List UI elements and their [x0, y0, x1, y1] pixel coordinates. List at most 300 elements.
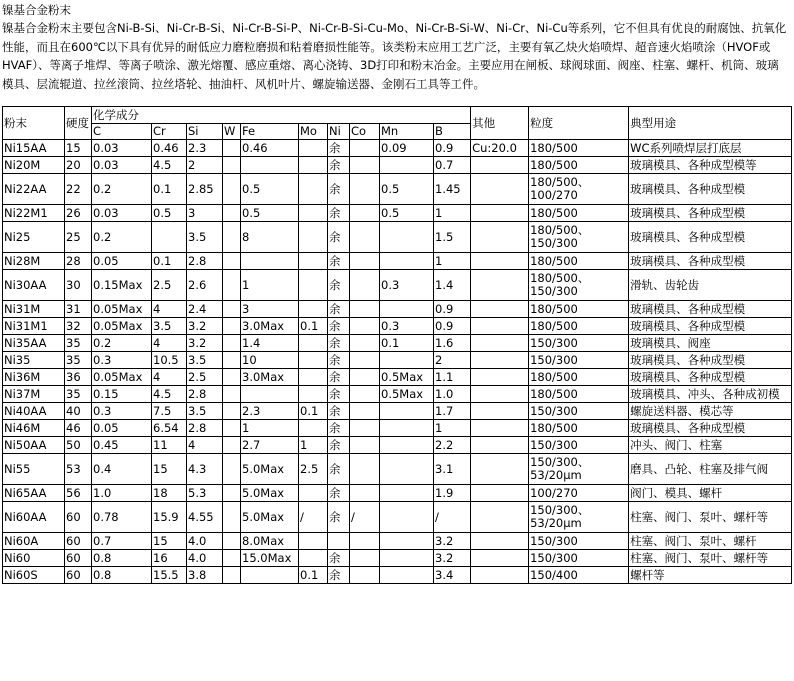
cell-mo [299, 222, 328, 253]
cell-si: 2.85 [187, 174, 223, 205]
cell-b: 2.2 [434, 437, 471, 454]
cell-w [223, 454, 241, 485]
cell-other [471, 533, 529, 550]
cell-mn: 0.1 [380, 335, 434, 352]
table-row [3, 157, 792, 174]
cell-other [471, 352, 529, 369]
cell-hardness: 36 [65, 369, 92, 386]
table-row [3, 301, 792, 318]
cell-mn: 0.3 [380, 270, 434, 301]
cell-mo: 1 [299, 437, 328, 454]
cell-w [223, 567, 241, 584]
cell-co [350, 318, 380, 335]
cell-si: 3.5 [187, 403, 223, 420]
cell-other [471, 420, 529, 437]
cell-cr: 0.46 [152, 140, 187, 157]
cell-mn [380, 253, 434, 270]
cell-si: 2.6 [187, 270, 223, 301]
cell-hardness: 15 [65, 140, 92, 157]
cell-mn [380, 550, 434, 567]
header-element-mn: Mn [380, 124, 434, 140]
cell-fe: 15.0Max [241, 550, 299, 567]
cell-co [350, 140, 380, 157]
cell-si: 2.8 [187, 253, 223, 270]
cell-cr: 0.1 [152, 253, 187, 270]
cell-b: 1.6 [434, 335, 471, 352]
cell-b: 0.9 [434, 140, 471, 157]
cell-hardness: 53 [65, 454, 92, 485]
cell-co [350, 567, 380, 584]
cell-mo [299, 369, 328, 386]
cell-mn: 0.5Max [380, 369, 434, 386]
cell-c: 0.8 [92, 567, 152, 584]
cell-mn [380, 352, 434, 369]
cell-fe: 2.7 [241, 437, 299, 454]
cell-size: 180/500 [529, 420, 629, 437]
cell-size: 180/500 [529, 318, 629, 335]
cell-co [350, 454, 380, 485]
cell-other [471, 502, 529, 533]
cell-c: 0.2 [92, 335, 152, 352]
cell-size: 180/500 [529, 301, 629, 318]
cell-cr: 18 [152, 485, 187, 502]
cell-other: Cu:20.0 [471, 140, 529, 157]
cell-ni: 余 [328, 253, 350, 270]
cell-mo [299, 386, 328, 403]
cell-fe: 0.5 [241, 205, 299, 222]
cell-hardness: 60 [65, 567, 92, 584]
cell-b: 3.2 [434, 533, 471, 550]
header-element-mo: Mo [299, 124, 328, 140]
cell-w [223, 301, 241, 318]
cell-size: 180/500 [529, 205, 629, 222]
page-title: 镍基合金粉末 [2, 3, 71, 17]
cell-c: 0.15 [92, 386, 152, 403]
cell-co [350, 550, 380, 567]
cell-fe: 3.0Max [241, 369, 299, 386]
cell-powder: Ni31M1 [3, 318, 65, 335]
table-row [3, 222, 792, 253]
cell-b: 1 [434, 253, 471, 270]
cell-other [471, 437, 529, 454]
cell-size: 150/300 [529, 437, 629, 454]
header-element-w: W [223, 124, 241, 140]
cell-co [350, 205, 380, 222]
cell-size: 150/300 [529, 403, 629, 420]
cell-size: 150/300 [529, 550, 629, 567]
cell-use: 玻璃模具、各种成型模 [629, 318, 792, 335]
cell-si: 2.3 [187, 140, 223, 157]
cell-powder: Ni15AA [3, 140, 65, 157]
cell-size: 180/500、150/300 [529, 270, 629, 301]
cell-w [223, 174, 241, 205]
cell-co [350, 270, 380, 301]
cell-co [350, 386, 380, 403]
cell-hardness: 40 [65, 403, 92, 420]
cell-hardness: 25 [65, 222, 92, 253]
cell-ni: 余 [328, 270, 350, 301]
cell-co [350, 420, 380, 437]
cell-mn: 0.5 [380, 205, 434, 222]
cell-co [350, 437, 380, 454]
cell-fe: 1.4 [241, 335, 299, 352]
cell-c: 1.0 [92, 485, 152, 502]
cell-mn [380, 454, 434, 485]
header-element-cr: Cr [152, 124, 187, 140]
cell-b: 1.9 [434, 485, 471, 502]
table-row [3, 485, 792, 502]
cell-use: 磨具、凸轮、柱塞及排气阀 [629, 454, 792, 485]
cell-other [471, 222, 529, 253]
cell-b: 0.7 [434, 157, 471, 174]
cell-b: 1.0 [434, 386, 471, 403]
cell-mn [380, 301, 434, 318]
cell-mn [380, 403, 434, 420]
cell-w [223, 420, 241, 437]
cell-other [471, 318, 529, 335]
cell-use: 螺杆等 [629, 567, 792, 584]
cell-c: 0.7 [92, 533, 152, 550]
cell-powder: Ni60A [3, 533, 65, 550]
cell-w [223, 157, 241, 174]
cell-co [350, 485, 380, 502]
cell-hardness: 60 [65, 550, 92, 567]
cell-cr [152, 222, 187, 253]
cell-other [471, 157, 529, 174]
cell-other [471, 386, 529, 403]
cell-use: WC系列喷焊层打底层 [629, 140, 792, 157]
cell-b: 0.9 [434, 318, 471, 335]
cell-other [471, 403, 529, 420]
cell-other [471, 567, 529, 584]
header-element-si: Si [187, 124, 223, 140]
table-row [3, 386, 792, 403]
cell-size: 180/500、150/300 [529, 222, 629, 253]
header-element-ni: Ni [328, 124, 350, 140]
cell-mo [299, 420, 328, 437]
cell-mo: 0.1 [299, 567, 328, 584]
cell-si: 3 [187, 205, 223, 222]
cell-hardness: 31 [65, 301, 92, 318]
cell-powder: Ni22AA [3, 174, 65, 205]
cell-size: 180/500 [529, 386, 629, 403]
cell-use: 玻璃模具、各种成型模 [629, 352, 792, 369]
cell-size: 100/270 [529, 485, 629, 502]
cell-cr: 4 [152, 301, 187, 318]
cell-mo [299, 140, 328, 157]
table-row [3, 318, 792, 335]
cell-size: 180/500、100/270 [529, 174, 629, 205]
cell-other [471, 335, 529, 352]
table-row [3, 567, 792, 584]
cell-ni: 余 [328, 140, 350, 157]
cell-fe: 5.0Max [241, 502, 299, 533]
cell-cr: 6.54 [152, 420, 187, 437]
cell-c: 0.78 [92, 502, 152, 533]
cell-powder: Ni40AA [3, 403, 65, 420]
cell-fe: 8.0Max [241, 533, 299, 550]
cell-si: 2.4 [187, 301, 223, 318]
table-row [3, 352, 792, 369]
cell-use: 螺旋送料器、模芯等 [629, 403, 792, 420]
cell-powder: Ni55 [3, 454, 65, 485]
cell-use: 玻璃模具、各种成型模 [629, 369, 792, 386]
cell-si: 4.3 [187, 454, 223, 485]
table-row [3, 369, 792, 386]
cell-ni: 余 [328, 502, 350, 533]
cell-fe: 0.5 [241, 174, 299, 205]
cell-co: / [350, 502, 380, 533]
cell-c: 0.3 [92, 403, 152, 420]
cell-co [350, 301, 380, 318]
cell-mo [299, 174, 328, 205]
cell-w [223, 403, 241, 420]
cell-size: 180/500 [529, 253, 629, 270]
cell-mn: 0.5 [380, 174, 434, 205]
cell-ni: 余 [328, 485, 350, 502]
cell-c: 0.8 [92, 550, 152, 567]
cell-fe [241, 386, 299, 403]
cell-mo: 0.1 [299, 403, 328, 420]
cell-mo [299, 301, 328, 318]
cell-use: 玻璃模具、各种成型模 [629, 420, 792, 437]
table-row [3, 403, 792, 420]
cell-c: 0.45 [92, 437, 152, 454]
cell-powder: Ni31M [3, 301, 65, 318]
cell-ni: 余 [328, 403, 350, 420]
cell-cr: 4 [152, 335, 187, 352]
table-row [3, 140, 792, 157]
cell-cr: 3.5 [152, 318, 187, 335]
cell-powder: Ni60S [3, 567, 65, 584]
table-row [3, 174, 792, 205]
header-hardness: 硬度 [65, 107, 92, 140]
cell-use: 柱塞、阀门、泵叶、螺杆等 [629, 550, 792, 567]
cell-fe: 5.0Max [241, 485, 299, 502]
cell-powder: Ni20M [3, 157, 65, 174]
cell-fe: 10 [241, 352, 299, 369]
cell-c: 0.3 [92, 352, 152, 369]
cell-hardness: 20 [65, 157, 92, 174]
cell-co [350, 403, 380, 420]
cell-powder: Ni60AA [3, 502, 65, 533]
cell-fe [241, 567, 299, 584]
cell-fe: 1 [241, 270, 299, 301]
cell-mo [299, 270, 328, 301]
cell-mn [380, 157, 434, 174]
header-powder: 粉末 [3, 107, 65, 140]
cell-use: 滑轨、齿轮齿 [629, 270, 792, 301]
cell-size: 150/300 [529, 533, 629, 550]
cell-cr: 0.1 [152, 174, 187, 205]
cell-c: 0.4 [92, 454, 152, 485]
cell-mn: 0.5Max [380, 386, 434, 403]
header-element-fe: Fe [241, 124, 299, 140]
cell-mo: / [299, 502, 328, 533]
cell-hardness: 35 [65, 386, 92, 403]
cell-w [223, 533, 241, 550]
cell-c: 0.05Max [92, 318, 152, 335]
cell-mo [299, 253, 328, 270]
cell-powder: Ni25 [3, 222, 65, 253]
cell-use: 玻璃模具、阀座 [629, 335, 792, 352]
cell-use: 玻璃模具、各种成型模 [629, 205, 792, 222]
cell-mn: 0.09 [380, 140, 434, 157]
cell-mn [380, 567, 434, 584]
cell-other [471, 485, 529, 502]
cell-si: 3.5 [187, 222, 223, 253]
cell-cr: 7.5 [152, 403, 187, 420]
cell-si: 3.8 [187, 567, 223, 584]
cell-w [223, 335, 241, 352]
cell-size: 150/400 [529, 567, 629, 584]
cell-ni: 余 [328, 174, 350, 205]
cell-cr: 4.5 [152, 157, 187, 174]
cell-hardness: 60 [65, 502, 92, 533]
intro-paragraph: 镍基合金粉末主要包含Ni-B-Si、Ni-Cr-B-Si、Ni-Cr-B-Si-P、Ni-Cr-B-Si-Cu-Mo、Ni-Cr-B-Si-W、Ni-Cr、Ni-Cu等系列，它不但具有优良的耐腐蚀、抗氧化性能，而且在600℃以下具有优异的耐低应力磨粒磨损和粘着磨损性能等。该类粉末应用工艺广泛，主要有氧乙炔火焰喷焊、超音速火焰喷涂（HVOF或HVAF）、等离子堆焊、等离子喷涂、激光熔覆、感应重熔、离心浇铸、3D打印和粉末冶金。主要应用在闸板、球阀球面、阀座、柱塞、螺杆、机筒、玻璃模具、层流辊道、拉丝滚筒、拉丝塔轮、抽油杆、风机叶片、螺旋输送器、金刚石工具等工件。 [2, 21, 787, 91]
cell-hardness: 32 [65, 318, 92, 335]
cell-other [471, 270, 529, 301]
cell-use: 玻璃模具、冲头、各种成初模 [629, 386, 792, 403]
cell-hardness: 28 [65, 253, 92, 270]
cell-si: 4 [187, 437, 223, 454]
cell-cr: 4.5 [152, 386, 187, 403]
cell-mn [380, 533, 434, 550]
cell-c: 0.03 [92, 157, 152, 174]
cell-b: 1.1 [434, 369, 471, 386]
cell-use: 玻璃模具、各种成型模 [629, 301, 792, 318]
header-use: 典型用途 [629, 107, 792, 140]
cell-hardness: 50 [65, 437, 92, 454]
cell-w [223, 253, 241, 270]
cell-si: 2.8 [187, 386, 223, 403]
cell-mo [299, 550, 328, 567]
cell-co [350, 253, 380, 270]
cell-co [350, 157, 380, 174]
cell-w [223, 485, 241, 502]
cell-si: 3.2 [187, 335, 223, 352]
cell-cr: 2.5 [152, 270, 187, 301]
cell-w [223, 205, 241, 222]
cell-powder: Ni46M [3, 420, 65, 437]
cell-si: 3.2 [187, 318, 223, 335]
cell-use: 玻璃模具、各种成型模 [629, 174, 792, 205]
cell-si: 3.5 [187, 352, 223, 369]
cell-cr: 15 [152, 454, 187, 485]
cell-other [471, 550, 529, 567]
cell-b: 1.5 [434, 222, 471, 253]
cell-w [223, 502, 241, 533]
cell-w [223, 352, 241, 369]
cell-hardness: 22 [65, 174, 92, 205]
cell-c: 0.2 [92, 222, 152, 253]
cell-hardness: 26 [65, 205, 92, 222]
cell-mo [299, 335, 328, 352]
table-row [3, 253, 792, 270]
cell-si: 4.0 [187, 550, 223, 567]
cell-co [350, 335, 380, 352]
cell-ni: 余 [328, 301, 350, 318]
table-row [3, 205, 792, 222]
cell-cr: 15 [152, 533, 187, 550]
cell-fe: 2.3 [241, 403, 299, 420]
cell-cr: 4 [152, 369, 187, 386]
table-row [3, 502, 792, 533]
cell-w [223, 386, 241, 403]
cell-use: 玻璃模具、各种成型模等 [629, 157, 792, 174]
header-element-co: Co [350, 124, 380, 140]
cell-c: 0.05Max [92, 301, 152, 318]
cell-hardness: 46 [65, 420, 92, 437]
cell-c: 0.2 [92, 174, 152, 205]
cell-ni: 余 [328, 205, 350, 222]
cell-powder: Ni60 [3, 550, 65, 567]
cell-ni: 余 [328, 157, 350, 174]
cell-fe [241, 253, 299, 270]
cell-hardness: 56 [65, 485, 92, 502]
cell-b: 1 [434, 205, 471, 222]
cell-powder: Ni28M [3, 253, 65, 270]
cell-c: 0.15Max [92, 270, 152, 301]
cell-other [471, 253, 529, 270]
cell-other [471, 301, 529, 318]
cell-hardness: 35 [65, 352, 92, 369]
cell-w [223, 318, 241, 335]
header-other: 其他 [471, 107, 529, 140]
cell-cr: 16 [152, 550, 187, 567]
cell-powder: Ni22M1 [3, 205, 65, 222]
cell-co [350, 174, 380, 205]
header-element-b: B [434, 124, 471, 140]
cell-ni: 余 [328, 369, 350, 386]
cell-powder: Ni50AA [3, 437, 65, 454]
cell-hardness: 30 [65, 270, 92, 301]
cell-ni: 余 [328, 454, 350, 485]
cell-other [471, 369, 529, 386]
cell-powder: Ni36M [3, 369, 65, 386]
cell-co [350, 369, 380, 386]
table-row [3, 533, 792, 550]
cell-fe: 8 [241, 222, 299, 253]
cell-size: 150/300 [529, 352, 629, 369]
cell-si: 2.8 [187, 420, 223, 437]
cell-cr: 15.5 [152, 567, 187, 584]
cell-size: 150/300 [529, 335, 629, 352]
table-row [3, 550, 792, 567]
cell-w [223, 270, 241, 301]
cell-use: 玻璃模具、各种成型模 [629, 253, 792, 270]
cell-b: 1 [434, 420, 471, 437]
cell-w [223, 369, 241, 386]
header-size: 粒度 [529, 107, 629, 140]
cell-other [471, 205, 529, 222]
cell-hardness: 60 [65, 533, 92, 550]
cell-mn [380, 222, 434, 253]
cell-b: 1.7 [434, 403, 471, 420]
cell-cr: 11 [152, 437, 187, 454]
cell-fe: 3.0Max [241, 318, 299, 335]
cell-ni: 余 [328, 222, 350, 253]
cell-cr: 0.5 [152, 205, 187, 222]
cell-mo [299, 352, 328, 369]
cell-powder: Ni37M [3, 386, 65, 403]
cell-c: 0.05Max [92, 369, 152, 386]
cell-powder: Ni65AA [3, 485, 65, 502]
cell-mn: 0.3 [380, 318, 434, 335]
cell-mn [380, 437, 434, 454]
cell-ni: 余 [328, 335, 350, 352]
cell-use: 冲头、阀门、柱塞 [629, 437, 792, 454]
